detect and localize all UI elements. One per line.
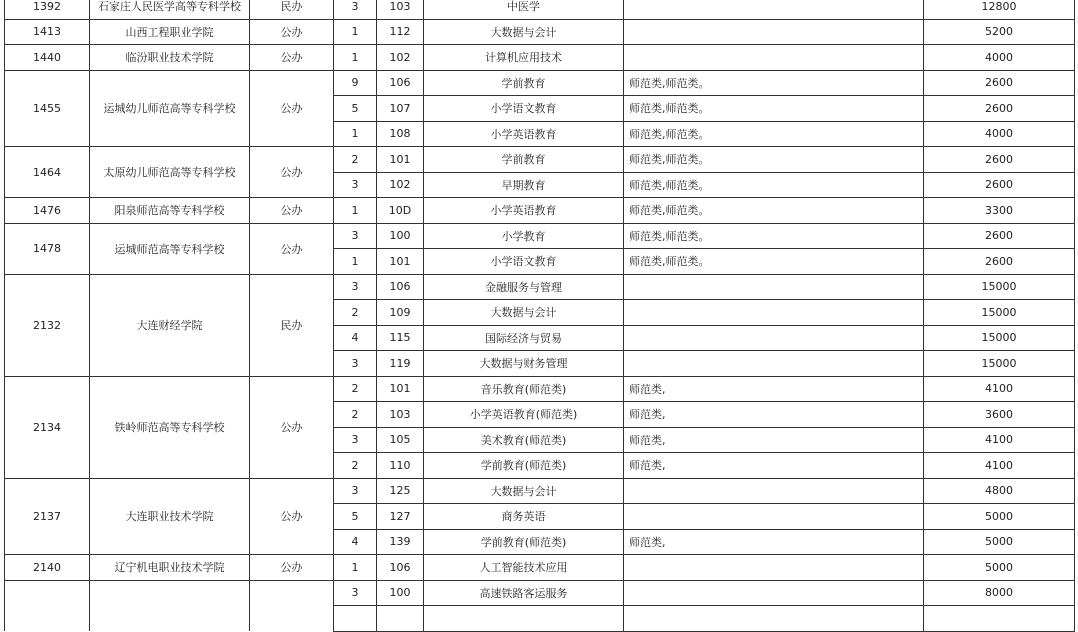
major-code-cell: 100	[377, 580, 424, 606]
school-code-cell: 2140	[5, 555, 90, 581]
major-name-cell: 音乐教育(师范类)	[424, 376, 624, 402]
major-name-cell: 金融服务与管理	[424, 274, 624, 300]
plan-count-cell: 3	[334, 351, 377, 377]
tuition-cell: 4000	[924, 45, 1075, 71]
major-name-cell: 学前教育	[424, 147, 624, 173]
school-type-cell: 公办	[250, 555, 334, 581]
table-row	[5, 19, 1075, 45]
school-name-cell: 阳泉师范高等专科学校	[90, 198, 250, 224]
plan-count-cell: 2	[334, 147, 377, 173]
school-name-cell: 大连财经学院	[90, 274, 250, 376]
remark-cell: 师范类,	[624, 402, 924, 428]
plan-count-cell: 2	[334, 453, 377, 479]
major-name-cell: 大数据与会计	[424, 300, 624, 326]
plan-count-cell: 3	[334, 478, 377, 504]
school-code-cell: 1476	[5, 198, 90, 224]
major-name-cell: 早期教育	[424, 172, 624, 198]
major-code-cell: 106	[377, 274, 424, 300]
plan-count-cell: 3	[334, 0, 377, 19]
major-name-cell: 小学英语教育	[424, 121, 624, 147]
plan-count-cell: 3	[334, 223, 377, 249]
school-name-cell: 运城师范高等专科学校	[90, 223, 250, 274]
school-code-cell: 1392	[5, 0, 90, 19]
major-code-cell: 139	[377, 529, 424, 555]
tuition-cell: 4100	[924, 376, 1075, 402]
plan-count-cell: 9	[334, 70, 377, 96]
tuition-cell: 2600	[924, 96, 1075, 122]
tuition-cell: 5000	[924, 529, 1075, 555]
major-name-cell: 小学语文教育	[424, 96, 624, 122]
tuition-cell: 4100	[924, 427, 1075, 453]
major-code-cell: 115	[377, 325, 424, 351]
major-name-cell: 中医学	[424, 0, 624, 19]
remark-cell	[624, 19, 924, 45]
table-row	[5, 223, 1075, 249]
plan-count-cell: 2	[334, 402, 377, 428]
major-name-cell: 大数据与会计	[424, 19, 624, 45]
tuition-cell: 15000	[924, 274, 1075, 300]
school-code-cell	[5, 580, 90, 631]
tuition-cell: 2600	[924, 223, 1075, 249]
school-code-cell: 1455	[5, 70, 90, 147]
major-name-cell: 商务英语	[424, 504, 624, 530]
tuition-cell: 5200	[924, 19, 1075, 45]
admission-plan-table	[4, 0, 1075, 632]
major-code-cell: 101	[377, 249, 424, 275]
remark-cell	[624, 300, 924, 326]
major-code-cell: 125	[377, 478, 424, 504]
remark-cell: 师范类,	[624, 376, 924, 402]
school-type-cell: 公办	[250, 147, 334, 198]
remark-cell: 师范类,	[624, 453, 924, 479]
major-code-cell: 109	[377, 300, 424, 326]
remark-cell	[624, 504, 924, 530]
remark-cell	[624, 325, 924, 351]
school-name-cell: 铁岭师范高等专科学校	[90, 376, 250, 478]
plan-count-cell: 1	[334, 19, 377, 45]
remark-cell: 师范类,师范类。	[624, 70, 924, 96]
plan-count-cell: 2	[334, 300, 377, 326]
major-name-cell: 高速铁路客运服务	[424, 580, 624, 606]
major-code-cell: 110	[377, 453, 424, 479]
major-code-cell: 112	[377, 19, 424, 45]
major-code-cell: 101	[377, 147, 424, 173]
tuition-cell: 15000	[924, 325, 1075, 351]
plan-count-cell: 4	[334, 325, 377, 351]
remark-cell: 师范类,师范类。	[624, 223, 924, 249]
tuition-cell: 12800	[924, 0, 1075, 19]
school-name-cell	[90, 580, 250, 631]
tuition-cell: 4100	[924, 453, 1075, 479]
school-name-cell: 大连职业技术学院	[90, 478, 250, 555]
plan-count-cell: 1	[334, 45, 377, 71]
major-code-cell: 107	[377, 96, 424, 122]
school-code-cell: 2134	[5, 376, 90, 478]
major-name-cell: 学前教育	[424, 70, 624, 96]
tuition-cell: 2600	[924, 147, 1075, 173]
remark-cell: 师范类,师范类。	[624, 198, 924, 224]
table-row	[5, 198, 1075, 224]
major-name-cell: 小学英语教育	[424, 198, 624, 224]
major-code-cell: 106	[377, 555, 424, 581]
major-code-cell: 102	[377, 172, 424, 198]
empty-cell	[424, 606, 624, 632]
school-type-cell	[250, 580, 334, 631]
major-name-cell: 国际经济与贸易	[424, 325, 624, 351]
major-code-cell: 102	[377, 45, 424, 71]
school-name-cell: 临汾职业技术学院	[90, 45, 250, 71]
plan-count-cell: 4	[334, 529, 377, 555]
major-code-cell: 103	[377, 402, 424, 428]
table-row	[5, 0, 1075, 19]
remark-cell	[624, 555, 924, 581]
major-code-cell: 127	[377, 504, 424, 530]
tuition-cell: 5000	[924, 504, 1075, 530]
table-row	[5, 376, 1075, 402]
plan-count-cell: 2	[334, 376, 377, 402]
plan-count-cell: 1	[334, 555, 377, 581]
tuition-cell: 4000	[924, 121, 1075, 147]
plan-count-cell: 5	[334, 96, 377, 122]
remark-cell: 师范类,师范类。	[624, 96, 924, 122]
school-name-cell: 运城幼儿师范高等专科学校	[90, 70, 250, 147]
remark-cell	[624, 478, 924, 504]
school-type-cell: 民办	[250, 274, 334, 376]
tuition-cell: 2600	[924, 70, 1075, 96]
table-row	[5, 580, 1075, 606]
table-body	[5, 0, 1075, 631]
remark-cell	[624, 580, 924, 606]
remark-cell: 师范类,师范类。	[624, 172, 924, 198]
major-name-cell: 美术教育(师范类)	[424, 427, 624, 453]
table-row	[5, 70, 1075, 96]
major-name-cell: 小学语文教育	[424, 249, 624, 275]
tuition-cell: 3300	[924, 198, 1075, 224]
remark-cell: 师范类,	[624, 529, 924, 555]
major-name-cell: 学前教育(师范类)	[424, 529, 624, 555]
school-type-cell: 公办	[250, 376, 334, 478]
table-row	[5, 147, 1075, 173]
remark-cell: 师范类,师范类。	[624, 147, 924, 173]
empty-cell	[624, 606, 924, 632]
school-type-cell: 公办	[250, 19, 334, 45]
major-code-cell: 10D	[377, 198, 424, 224]
empty-cell	[334, 606, 377, 632]
plan-count-cell: 5	[334, 504, 377, 530]
school-type-cell: 公办	[250, 70, 334, 147]
school-code-cell: 1464	[5, 147, 90, 198]
major-name-cell: 学前教育(师范类)	[424, 453, 624, 479]
remark-cell	[624, 45, 924, 71]
remark-cell	[624, 0, 924, 19]
tuition-cell: 8000	[924, 580, 1075, 606]
major-code-cell: 100	[377, 223, 424, 249]
plan-count-cell: 1	[334, 198, 377, 224]
school-name-cell: 石家庄人民医学高等专科学校	[90, 0, 250, 19]
major-name-cell: 大数据与财务管理	[424, 351, 624, 377]
school-type-cell: 公办	[250, 45, 334, 71]
remark-cell: 师范类,师范类。	[624, 121, 924, 147]
tuition-cell: 4800	[924, 478, 1075, 504]
tuition-cell: 2600	[924, 249, 1075, 275]
school-code-cell: 2137	[5, 478, 90, 555]
major-code-cell: 103	[377, 0, 424, 19]
plan-count-cell: 3	[334, 172, 377, 198]
table-row	[5, 274, 1075, 300]
table-row	[5, 478, 1075, 504]
major-name-cell: 小学英语教育(师范类)	[424, 402, 624, 428]
remark-cell: 师范类,师范类。	[624, 249, 924, 275]
school-code-cell: 1478	[5, 223, 90, 274]
school-type-cell: 公办	[250, 478, 334, 555]
plan-count-cell: 3	[334, 580, 377, 606]
major-name-cell: 大数据与会计	[424, 478, 624, 504]
remark-cell: 师范类,	[624, 427, 924, 453]
plan-count-cell: 3	[334, 427, 377, 453]
tuition-cell: 15000	[924, 351, 1075, 377]
school-type-cell: 民办	[250, 0, 334, 19]
major-code-cell: 108	[377, 121, 424, 147]
table-row	[5, 555, 1075, 581]
empty-cell	[377, 606, 424, 632]
school-code-cell: 2132	[5, 274, 90, 376]
school-code-cell: 1440	[5, 45, 90, 71]
school-name-cell: 辽宁机电职业技术学院	[90, 555, 250, 581]
major-code-cell: 101	[377, 376, 424, 402]
remark-cell	[624, 351, 924, 377]
major-code-cell: 105	[377, 427, 424, 453]
major-code-cell: 119	[377, 351, 424, 377]
table-row	[5, 45, 1075, 71]
major-name-cell: 计算机应用技术	[424, 45, 624, 71]
remark-cell	[624, 274, 924, 300]
major-name-cell: 人工智能技术应用	[424, 555, 624, 581]
school-name-cell: 太原幼儿师范高等专科学校	[90, 147, 250, 198]
major-name-cell: 小学教育	[424, 223, 624, 249]
plan-count-cell: 3	[334, 274, 377, 300]
tuition-cell: 5000	[924, 555, 1075, 581]
plan-count-cell: 1	[334, 121, 377, 147]
tuition-cell: 3600	[924, 402, 1075, 428]
school-code-cell: 1413	[5, 19, 90, 45]
tuition-cell: 15000	[924, 300, 1075, 326]
plan-count-cell: 1	[334, 249, 377, 275]
school-name-cell: 山西工程职业学院	[90, 19, 250, 45]
empty-cell	[924, 606, 1075, 632]
major-code-cell: 106	[377, 70, 424, 96]
school-type-cell: 公办	[250, 223, 334, 274]
tuition-cell: 2600	[924, 172, 1075, 198]
school-type-cell: 公办	[250, 198, 334, 224]
